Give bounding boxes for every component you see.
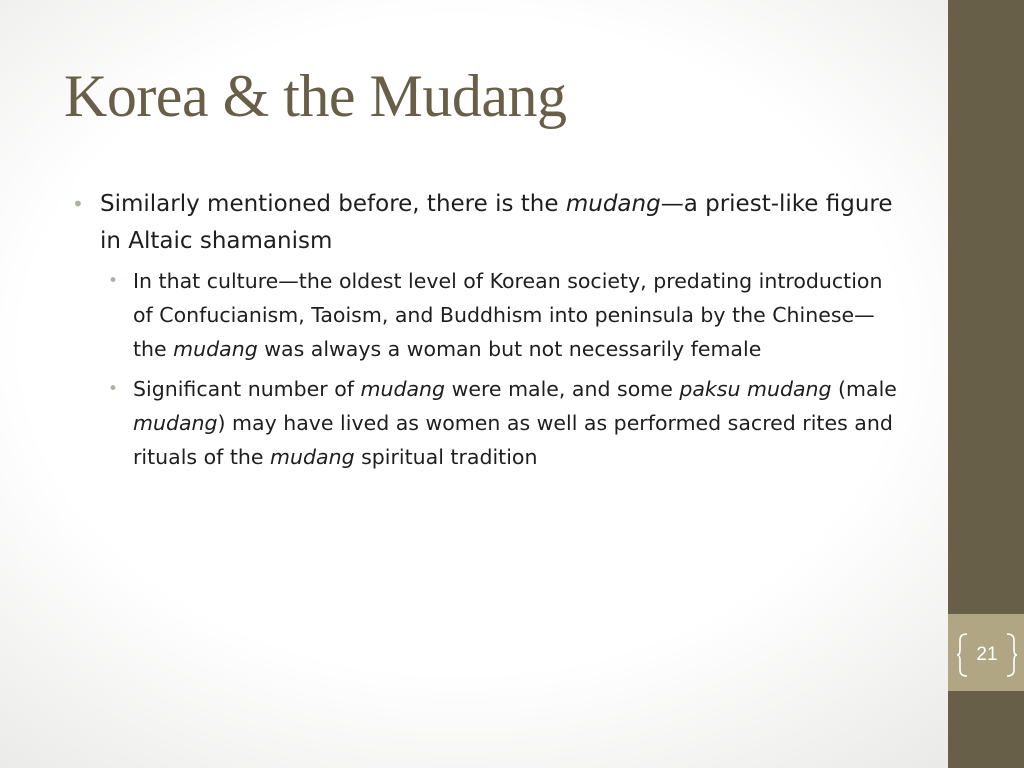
bullet-run-italic: mudang xyxy=(360,377,446,401)
bullet-text xyxy=(133,377,897,469)
bullet-run-italic: paksu mudang xyxy=(679,377,832,401)
bullet-run: ) may have lived as women as well as performed sacred rites and rituals of the xyxy=(133,411,893,469)
bullet-run: spiritual tradition xyxy=(354,445,538,469)
bullet-run: (male xyxy=(831,377,897,401)
bullet-run: —a priest-like figure in Altaic shamanism xyxy=(100,191,893,254)
bullet-item-level1 xyxy=(72,186,908,260)
bullet-glyph: • xyxy=(72,192,84,216)
bullet-run: In that culture—the oldest level of Korean society, predating introduction of Confucianism, Taoism, and Buddhism into peninsula by the Chinese—the xyxy=(133,269,883,361)
bullet-glyph: • xyxy=(108,271,119,291)
bullet-item-level2 xyxy=(108,372,908,474)
bullet-list xyxy=(0,186,948,474)
bullet-run: was always a woman but not necessarily female xyxy=(257,337,762,361)
bullet-run-italic: mudang xyxy=(133,411,218,435)
bullet-run: were male, and some xyxy=(445,377,680,401)
bullet-text xyxy=(133,269,882,361)
bullet-run-italic: mudang xyxy=(270,445,355,469)
bullet-glyph: • xyxy=(108,379,119,399)
bullet-run: Similarly mentioned before, there is the xyxy=(100,191,566,217)
bullet-run-italic: mudang xyxy=(565,191,661,217)
page-number: 21 xyxy=(976,644,998,665)
bullet-run: Significant number of xyxy=(133,377,361,401)
bullet-text xyxy=(100,191,893,254)
bullet-run-italic: mudang xyxy=(173,337,258,361)
slide-title: Korea & the Mudang xyxy=(64,63,567,129)
bullet-item-level2 xyxy=(108,264,908,366)
